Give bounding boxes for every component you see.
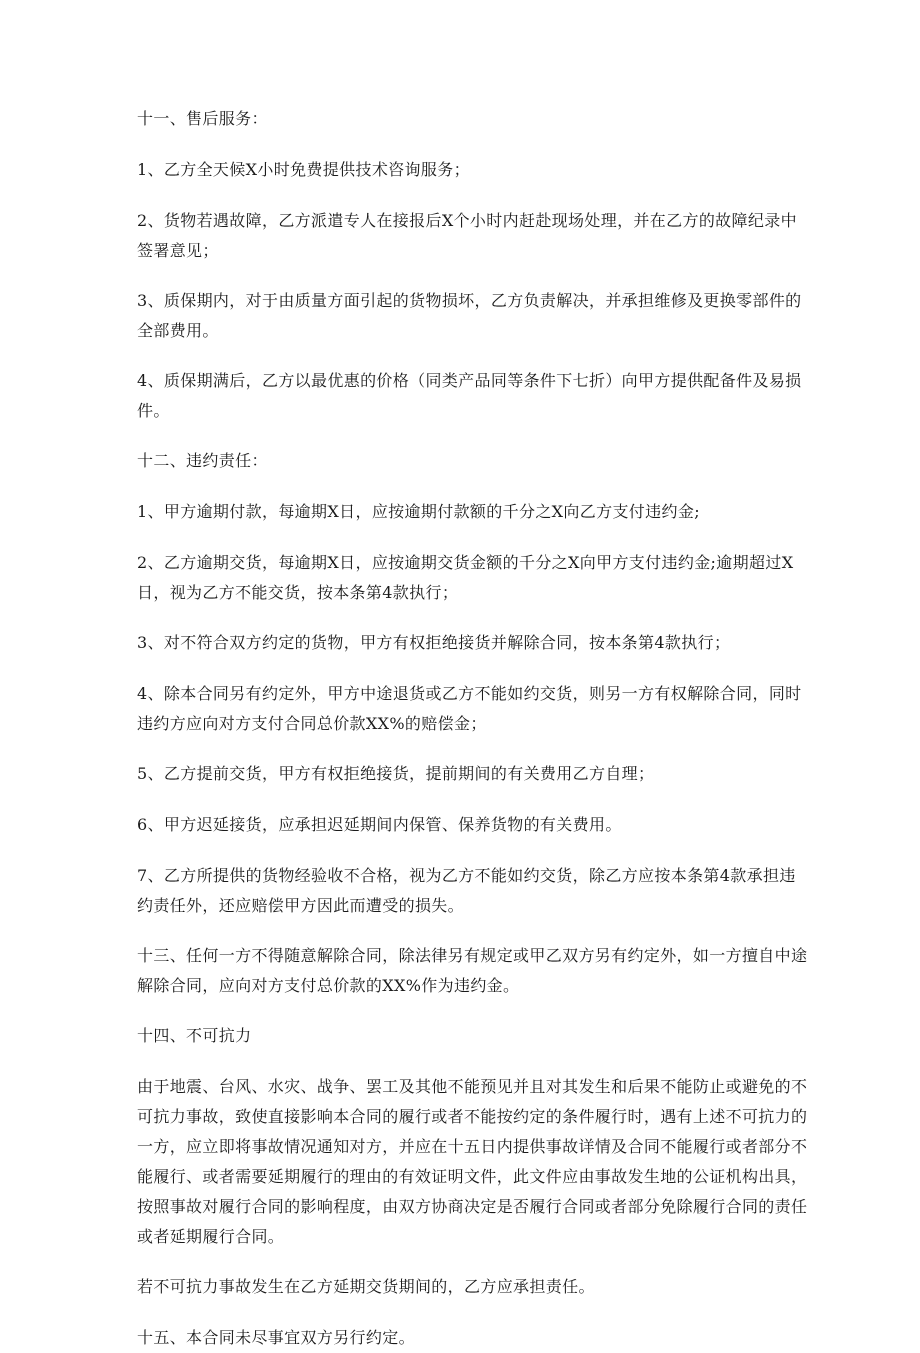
clause-12-1: 1、甲方逾期付款，每逾期X日，应按逾期付款额的千分之X向乙方支付违约金; — [137, 502, 700, 521]
clause-14-body: 由于地震、台风、水灾、战争、罢工及其他不能预见并且对其发生和后果不能防止或避免的不可抗力事故，致使直接影响本合同的履行或者不能按约定的条件履行时，遇有上述不可抗力的一方，应立即将事故情况通知对方，并应在十五日内提供事故详情及合同不能履行或者部分不能履行、或者需要延期履行的理由的有效证明文件，此文件应由事故发生地的公证机构出具，按照事故对履行合同的影响程度，由双方协商决定是否履行合同或者部分免除履行合同的责任或者延期履行合同。 — [137, 1077, 808, 1246]
section-13-termination: 十三、任何一方不得随意解除合同，除法律另有规定或甲乙双方另有约定外，如一方擅自中途解除合同，应向对方支付总价款的XX%作为违约金。 — [137, 946, 808, 995]
section-heading-liability: 十二、违约责任： — [137, 451, 268, 470]
clause-11-1: 1、乙方全天候X小时免费提供技术咨询服务； — [137, 160, 470, 179]
clause-12-6: 6、甲方迟延接货，应承担迟延期间内保管、保养货物的有关费用。 — [137, 815, 622, 834]
clause-11-3: 3、质保期内，对于由质量方面引起的货物损坏，乙方负责解决，并承担维修及更换零部件的全部费用。 — [137, 291, 802, 340]
clause-12-2: 2、乙方逾期交货，每逾期X日，应按逾期交货金额的千分之X向甲方支付违约金;逾期超过X日，视为乙方不能交货，按本条第4款执行； — [137, 553, 794, 602]
clause-12-5: 5、乙方提前交货，甲方有权拒绝接货，提前期间的有关费用乙方自理； — [137, 764, 655, 783]
clause-14-delay: 若不可抗力事故发生在乙方延期交货期间的，乙方应承担责任。 — [137, 1277, 595, 1296]
clause-12-4: 4、除本合同另有约定外，甲方中途退货或乙方不能如约交货，则另一方有权解除合同，同时违约方应向对方支付合同总价款XX%的赔偿金； — [137, 684, 802, 733]
section-15-misc: 十五、本合同未尽事宜双方另行约定。 — [137, 1328, 415, 1347]
section-heading-force-majeure: 十四、不可抗力 — [137, 1026, 252, 1045]
clause-11-2: 2、货物若遇故障，乙方派遣专人在接报后X个小时内赶赴现场处理，并在乙方的故障纪录中签署意见； — [137, 211, 797, 260]
clause-12-7: 7、乙方所提供的货物经验收不合格，视为乙方不能如约交货，除乙方应按本条第4款承担违约责任外，还应赔偿甲方因此而遭受的损失。 — [137, 866, 796, 915]
clause-12-3: 3、对不符合双方约定的货物，甲方有权拒绝接货并解除合同，按本条第4款执行； — [137, 633, 731, 652]
clause-11-4: 4、质保期满后，乙方以最优惠的价格（同类产品同等条件下七折）向甲方提供配备件及易损件。 — [137, 371, 802, 420]
section-heading-after-sales: 十一、售后服务： — [137, 109, 268, 128]
